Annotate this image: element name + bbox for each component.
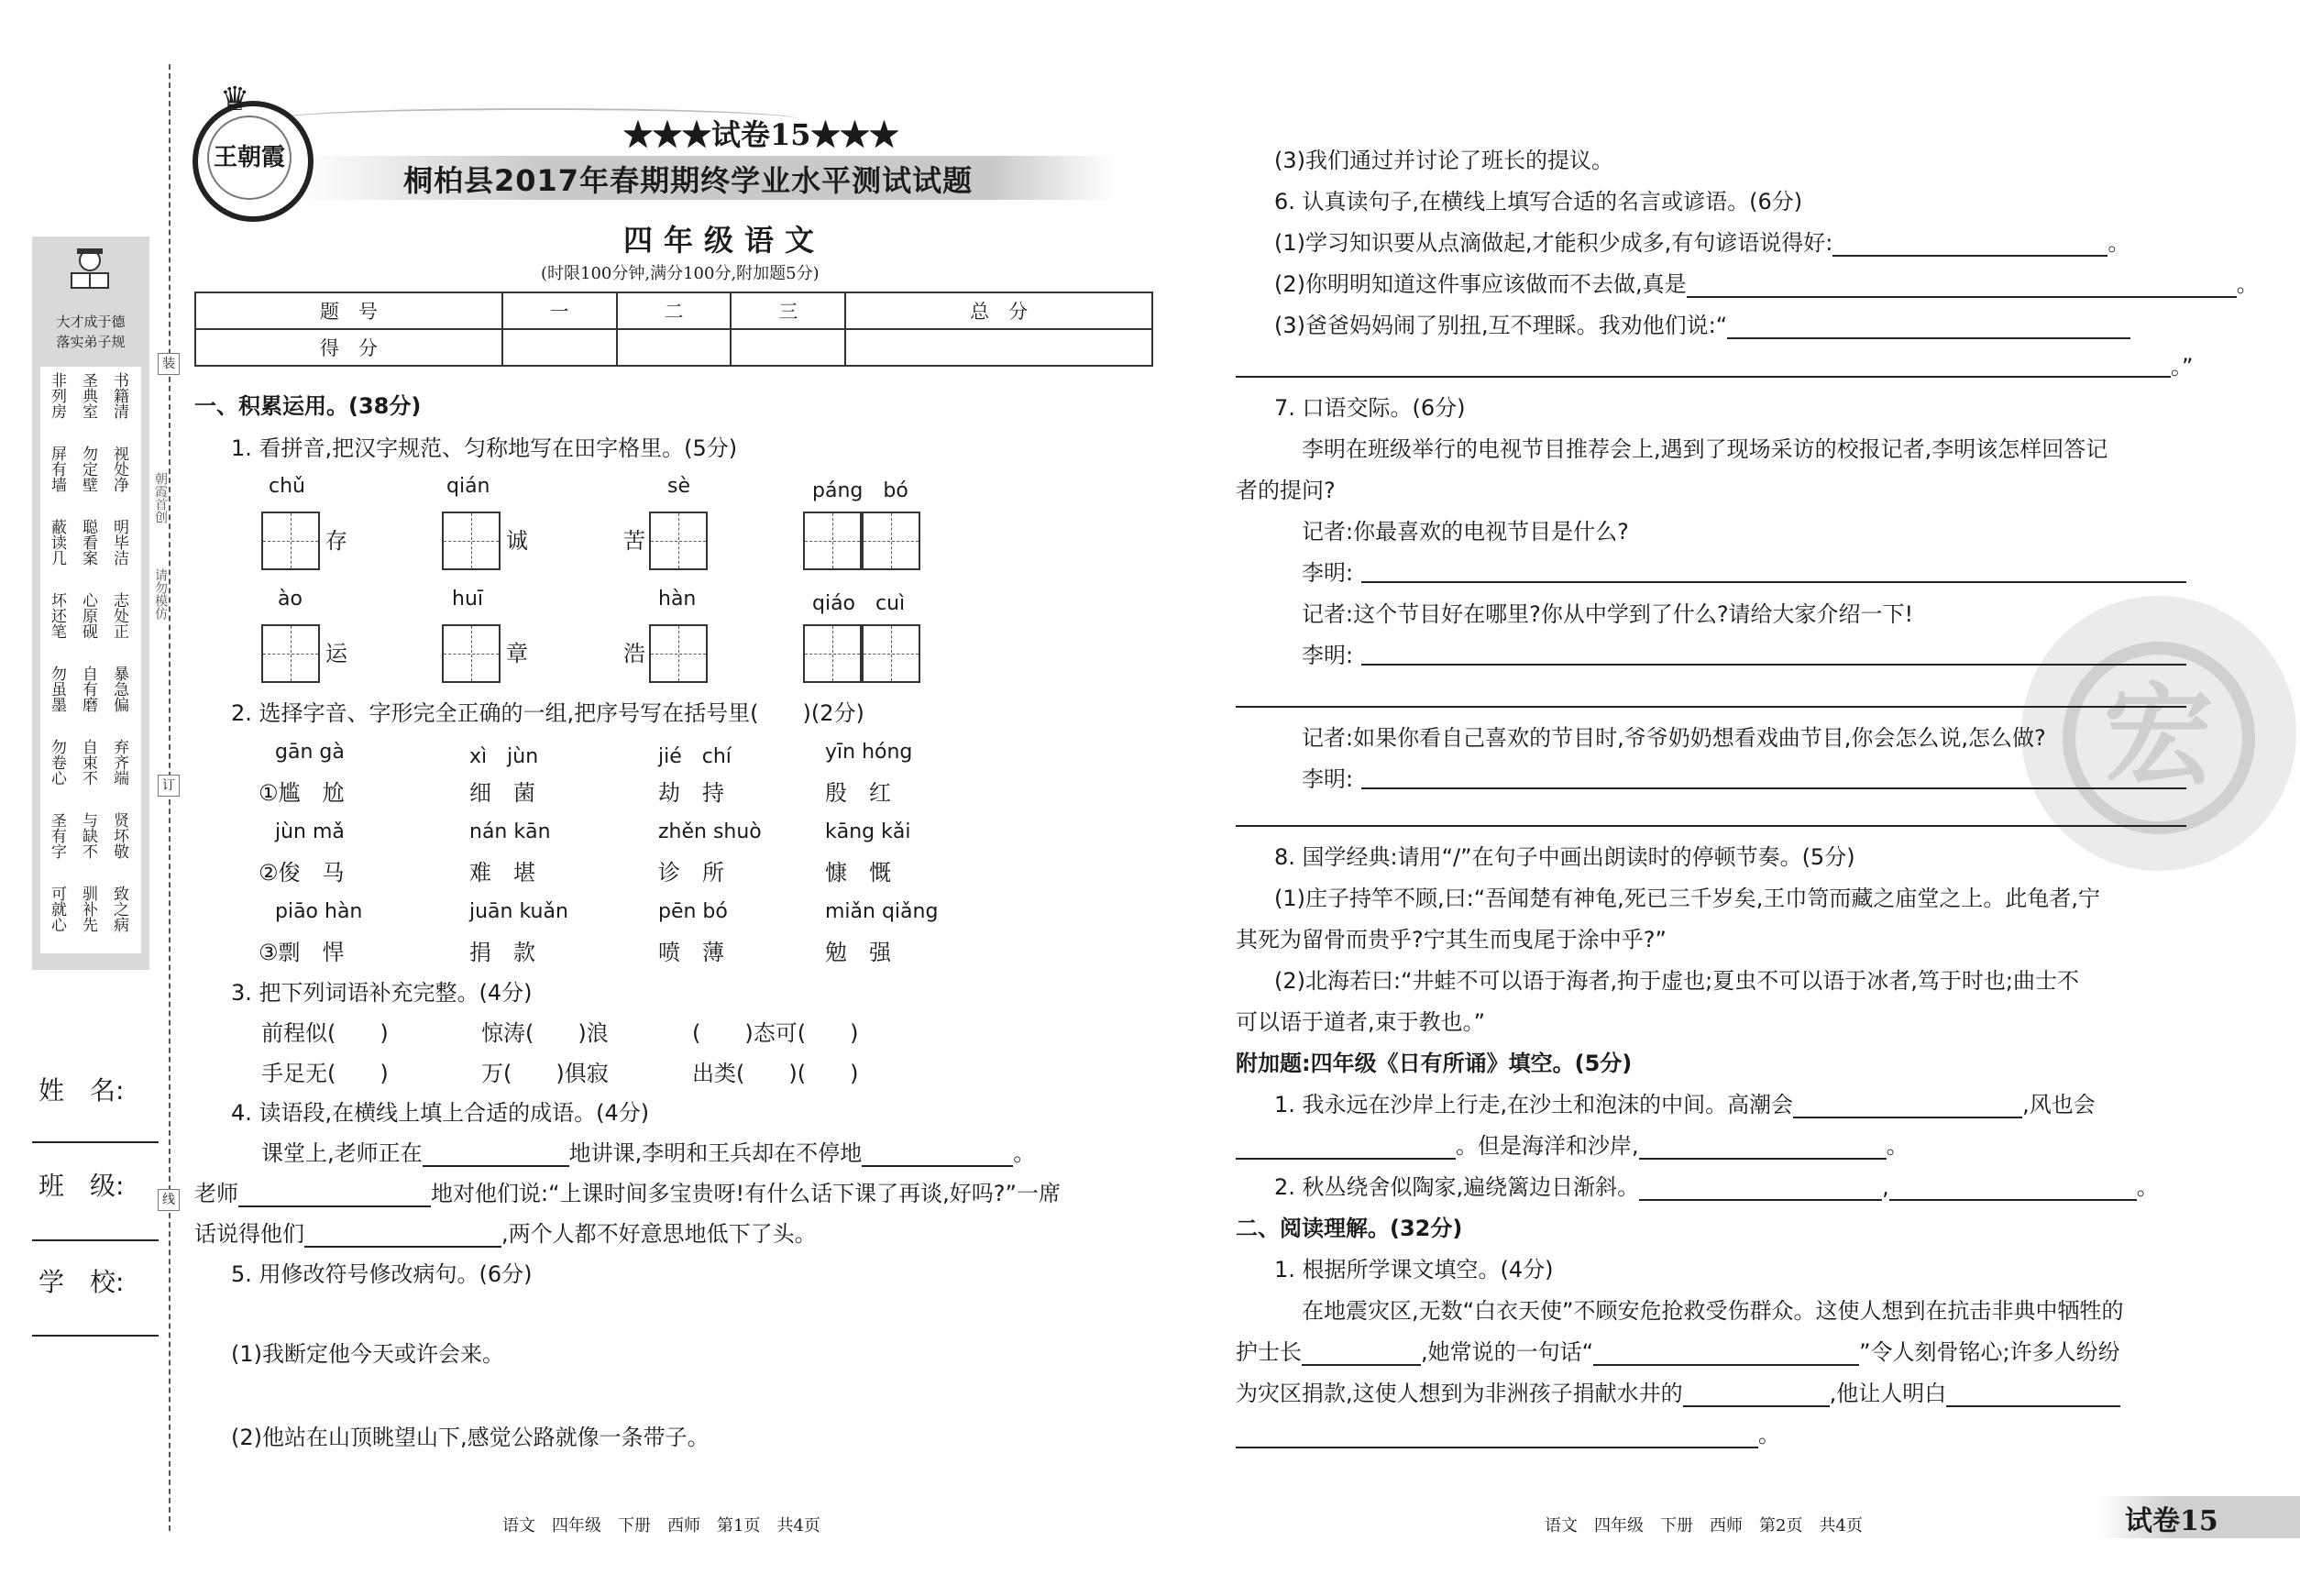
proverb-column: 弃齐端 — [110, 739, 128, 786]
question-8: 8. 国学经典:请用“/”在句子中画出朗读时的停顿节奏。(5分) — [1274, 844, 1855, 870]
watermark-glyph: 宏 — [2063, 642, 2255, 834]
option-pinyin: nán kān — [469, 820, 551, 843]
writing-grid[interactable] — [261, 624, 320, 683]
q7-intro: 者的提问? — [1236, 478, 1336, 503]
option-pinyin: jié chí — [658, 745, 732, 768]
q4-text: 。 — [1013, 1140, 1036, 1166]
answer-blank[interactable] — [1683, 1385, 1830, 1407]
option-pinyin: zhěn shuò — [658, 820, 762, 843]
option-pinyin: miǎn qiǎng — [825, 900, 939, 923]
bonus-title: 附加题:四年级《日有所诵》填空。(5分) — [1236, 1051, 1633, 1076]
bonus-line — [1274, 1091, 2096, 1118]
option-word: 细 菌 — [469, 780, 535, 806]
proverb-column: 志处正 — [110, 592, 128, 639]
q4-text: ,两个人都不好意思地低下了头。 — [501, 1221, 817, 1247]
answer-blank[interactable] — [1236, 1426, 1758, 1448]
class-label: 班 级: — [39, 1171, 125, 1201]
proverb-column: 勿定壁 — [79, 446, 97, 492]
q4-text: 课堂上,老师正在 — [261, 1140, 423, 1166]
answer-line[interactable] — [1236, 825, 2186, 827]
page-footer: 语文 四年级 下册 西师 第2页 共4页 — [1545, 1516, 1863, 1535]
reading-question-1: 1. 根据所学课文填空。(4分) — [1274, 1257, 1554, 1282]
q6-line — [1274, 229, 2129, 257]
proverb-column: 视处净 — [110, 446, 128, 492]
q4-text: 地讲课,李明和王兵却在不停地 — [568, 1140, 863, 1166]
name-field[interactable] — [32, 1141, 159, 1143]
reading-text: ,她常说的一句话“ — [1421, 1339, 1594, 1365]
score-cell[interactable] — [845, 329, 1152, 366]
given-char: 存 — [325, 528, 347, 554]
given-char: 章 — [506, 641, 528, 666]
name-label: 姓 名: — [39, 1075, 125, 1106]
punct: 。” — [2171, 354, 2194, 380]
table-header: 题 号 — [195, 292, 502, 329]
answer-line[interactable] — [1361, 664, 2186, 666]
pinyin: páng bó — [812, 479, 908, 502]
classic-passage[interactable]: (2)北海若曰:“井蛙不可以语于海者,拘于虚也;夏虫不可以语于冰者,笃于时也;曲士不 — [1274, 968, 2079, 994]
score-cell[interactable] — [502, 329, 617, 366]
class-field[interactable] — [32, 1239, 159, 1241]
brand-logo-text: 王朝霞 — [207, 116, 292, 200]
reading-line — [1236, 1421, 1780, 1448]
pinyin: qiáo cuì — [812, 592, 906, 615]
answer-blank[interactable] — [1639, 1138, 1887, 1160]
proverb-column: 暴急偏 — [110, 666, 128, 712]
reading-text: 为灾区捐款,这使人想到为非洲孩子捐献水井的 — [1236, 1381, 1683, 1406]
bonus-text: 1. 我永远在沙岸上行走,在沙土和泡沫的中间。高潮会 — [1274, 1092, 1794, 1117]
page-title: 桐柏县2017年春期期终学业水平测试试题 — [403, 163, 974, 198]
option-pinyin: pēn bó — [658, 900, 728, 923]
classic-passage[interactable]: (1)庄子持竿不顾,曰:“吾闻楚有神龟,死已三千岁矣,王巾笥而藏之庙堂之上。此龟者,宁 — [1274, 886, 2101, 911]
proverb-column: 自有磨 — [79, 666, 97, 712]
proverb-column: 聪看案 — [79, 519, 97, 566]
q6-text: (2)你明明知道这件事应该做而不去做,真是 — [1274, 271, 1687, 297]
writing-grid[interactable] — [803, 512, 862, 570]
punct: 。 — [1886, 1133, 1909, 1159]
bonus-text: ,风也会 — [2022, 1092, 2096, 1117]
proverb-column: 可就心 — [48, 886, 66, 932]
q5-sentence[interactable]: (3)我们通过并讨论了班长的提议。 — [1274, 148, 1613, 173]
idiom-blank[interactable]: 万( )俱寂 — [481, 1061, 609, 1086]
reading-text: ”令人刻骨铭心;许多人纷纷 — [1859, 1339, 2120, 1365]
answer-blank[interactable] — [1236, 1138, 1456, 1160]
question-3: 3. 把下列词语补充完整。(4分) — [231, 980, 533, 1006]
reporter-question: 记者:如果你看自己喜欢的节目时,爷爷奶奶想看戏曲节目,你会怎么说,怎么做? — [1302, 725, 2046, 751]
proverb-column: 勿虽墨 — [48, 666, 66, 712]
idiom-blank[interactable]: 惊涛( )浪 — [481, 1020, 609, 1046]
given-char: 诚 — [506, 528, 528, 554]
question-1: 1. 看拼音,把汉字规范、匀称地写在田字格里。(5分) — [231, 435, 738, 461]
bonus-text: 。但是海洋和沙岸, — [1456, 1133, 1639, 1159]
writing-grid[interactable] — [649, 624, 708, 683]
time-limit: (时限100分钟,满分100分,附加题5分) — [541, 264, 820, 283]
vertical-note: 请勿模仿 — [153, 568, 168, 620]
motto-line: 落实弟子规 — [56, 334, 126, 350]
reading-line — [1236, 1380, 2120, 1407]
proverb-column: 驯补先 — [79, 886, 97, 932]
idiom-blank[interactable]: 出类( )( ) — [692, 1061, 859, 1086]
given-char: 浩 — [623, 641, 645, 666]
score-cell[interactable] — [731, 329, 845, 366]
answer-blank[interactable] — [1302, 1344, 1421, 1366]
score-cell[interactable] — [617, 329, 732, 366]
q4-text: 老师 — [194, 1181, 238, 1206]
q6-line — [1274, 270, 2259, 298]
question-5: 5. 用修改符号修改病句。(6分) — [231, 1261, 533, 1287]
table-row — [195, 292, 1152, 329]
given-char: 运 — [325, 641, 347, 666]
subject-title: 四年级语文 — [623, 223, 826, 258]
proverb-column: 致之病 — [110, 886, 128, 932]
option-word: 喷 薄 — [658, 940, 724, 965]
punct: 。 — [1758, 1422, 1780, 1447]
question-2: 2. 选择字音、字形完全正确的一组,把序号写在括号里( )(2分) — [231, 700, 864, 726]
answer-blank[interactable] — [1727, 317, 2130, 339]
answer-blank[interactable] — [1593, 1344, 1859, 1366]
proverb-column: 勿卷心 — [48, 739, 66, 786]
punct: 。 — [2107, 230, 2130, 256]
answer-blank[interactable] — [1687, 276, 2237, 298]
option-word: 殷 红 — [825, 780, 891, 806]
q7-intro: 李明在班级举行的电视节目推荐会上,遇到了现场采访的校报记者,李明该怎样回答记 — [1302, 436, 2108, 462]
table-row — [195, 329, 1152, 366]
option-pinyin: kāng kǎi — [825, 820, 911, 843]
answer-blank[interactable] — [1889, 1179, 2137, 1201]
section-title: 二、阅读理解。(32分) — [1236, 1216, 1463, 1241]
paper-number: ★★★试卷15★★★ — [623, 117, 899, 152]
option-pinyin: yīn hóng — [825, 741, 913, 764]
punct: 。 — [2236, 271, 2259, 297]
fold-mark: 订 — [158, 775, 180, 797]
writing-grid[interactable] — [442, 512, 501, 570]
option-word: ①尴 尬 — [259, 780, 345, 806]
margin-proverb-columns — [40, 367, 141, 953]
q4-line-1 — [261, 1139, 1035, 1167]
punct: , — [1882, 1174, 1889, 1200]
option-pinyin: jùn mǎ — [275, 820, 345, 843]
q6-text: (3)爸爸妈妈闹了别扭,互不理睬。我劝他们说:“ — [1274, 313, 1728, 338]
q4-text: 地对他们说:“上课时间多宝贵呀!有什么话下课了再谈,好吗?”一席 — [431, 1181, 1061, 1206]
proverb-column: 与缺不 — [79, 812, 97, 859]
proverb-column: 蔽读几 — [48, 519, 66, 566]
proverb-column: 书籍清 — [110, 372, 128, 419]
proverb-column: 贤坏敬 — [110, 812, 128, 859]
fold-mark: 线 — [158, 1189, 180, 1211]
answer-blank[interactable] — [304, 1226, 501, 1248]
answer-blank[interactable] — [423, 1145, 569, 1167]
proverb-column: 明毕洁 — [110, 519, 128, 566]
given-char: 苦 — [623, 528, 645, 554]
proverb-column: 屏有墙 — [48, 446, 66, 492]
proverb-column: 圣典室 — [79, 372, 97, 419]
option-word: 难 堪 — [469, 860, 535, 886]
writing-grid[interactable] — [442, 624, 501, 683]
fold-line — [169, 64, 171, 1531]
writing-grid[interactable] — [649, 512, 708, 570]
writing-grid[interactable] — [261, 512, 320, 570]
idiom-blank[interactable]: 前程似( ) — [261, 1020, 389, 1046]
option-word: ③剽 悍 — [259, 940, 345, 965]
question-7: 7. 口语交际。(6分) — [1274, 395, 1466, 421]
proverb-column: 心原砚 — [79, 592, 97, 639]
answer-blank[interactable] — [1946, 1385, 2120, 1407]
reading-line — [1236, 1338, 2120, 1366]
section-title: 一、积累运用。(38分) — [194, 393, 422, 419]
answer-line[interactable] — [1236, 706, 2186, 708]
reading-text: 护士长 — [1236, 1339, 1302, 1365]
page-footer: 语文 四年级 下册 西师 第1页 共4页 — [502, 1516, 820, 1535]
q5-sentence[interactable]: (2)他站在山顶眺望山下,感觉公路就像一条带子。 — [231, 1425, 710, 1450]
table-header: 一 — [502, 292, 617, 329]
proverb-column: 自束不 — [79, 739, 97, 786]
reporter-question: 记者:你最喜欢的电视节目是什么? — [1302, 519, 1629, 545]
corner-paper-number: 试卷15 — [2125, 1505, 2218, 1537]
crown-icon: ♛ — [220, 81, 250, 118]
option-pinyin: gān gà — [275, 741, 345, 764]
classic-passage[interactable]: 其死为留骨而贵乎?宁其生而曳尾于涂中乎?” — [1236, 927, 1667, 952]
pinyin: qián — [446, 475, 490, 498]
question-6: 6. 认真读句子,在横线上填写合适的名言或谚语。(6分) — [1274, 189, 1803, 215]
table-header: 三 — [731, 292, 845, 329]
answer-line[interactable] — [1361, 787, 2186, 789]
option-word: 诊 所 — [658, 860, 724, 886]
margin-motto — [39, 312, 143, 352]
proverb-column: 坏还笔 — [48, 592, 66, 639]
liming-label: 李明: — [1302, 560, 1354, 586]
q4-line-3 — [194, 1220, 817, 1248]
liming-label: 李明: — [1302, 766, 1354, 792]
school-label: 学 校: — [39, 1267, 125, 1297]
option-word: ②俊 马 — [259, 860, 345, 886]
proverb-column: 非列房 — [48, 372, 66, 419]
proverb-column: 圣有字 — [48, 812, 66, 859]
writing-grid[interactable] — [803, 624, 862, 683]
answer-blank[interactable] — [1639, 1179, 1882, 1201]
fold-mark: 装 — [158, 353, 180, 375]
pinyin: ào — [278, 588, 303, 611]
idiom-blank[interactable]: 手足无( ) — [261, 1061, 389, 1086]
option-pinyin: juān kuǎn — [469, 900, 568, 923]
classic-passage[interactable]: 可以语于道者,束于教也。” — [1236, 1009, 1486, 1035]
option-word: 勉 强 — [825, 940, 891, 965]
option-word: 捐 款 — [469, 940, 535, 965]
option-word: 慷 慨 — [825, 860, 891, 886]
q6-line — [1274, 312, 2130, 339]
writing-grid[interactable] — [862, 624, 920, 683]
bonus-line — [1274, 1173, 2159, 1201]
table-header: 二 — [617, 292, 732, 329]
pinyin: sè — [667, 475, 690, 498]
pinyin: hàn — [658, 588, 697, 611]
pinyin: huī — [452, 588, 483, 611]
answer-blank[interactable] — [1832, 235, 2107, 257]
motto-line: 大才成于德 — [56, 314, 126, 330]
table-header: 总 分 — [845, 292, 1152, 329]
answer-blank[interactable] — [1793, 1096, 2022, 1118]
reading-text: 在地震灾区,无数“白衣天使”不顾安危抢救受伤群众。这使人想到在抗击非典中牺牲的 — [1302, 1298, 2124, 1324]
question-4: 4. 读语段,在横线上填上合适的成语。(4分) — [231, 1100, 650, 1126]
answer-blank[interactable] — [862, 1145, 1013, 1167]
q4-text: 话说得他们 — [194, 1221, 304, 1247]
bonus-line — [1236, 1132, 1909, 1160]
answer-blank[interactable] — [238, 1185, 431, 1207]
q4-line-2 — [194, 1180, 1061, 1207]
table-row-label: 得 分 — [195, 329, 502, 366]
bonus-text: 2. 秋丛绕舍似陶家,遍绕篱边日渐斜。 — [1274, 1174, 1640, 1200]
score-table — [194, 292, 1153, 367]
idiom-blank[interactable]: ( )态可( ) — [692, 1020, 859, 1046]
liming-label: 李明: — [1302, 643, 1354, 668]
writing-grid[interactable] — [862, 512, 920, 570]
reading-text: ,他让人明白 — [1829, 1381, 1947, 1406]
vertical-note: 朝霞首创 — [153, 472, 168, 523]
pinyin: chǔ — [269, 475, 305, 498]
scholar-illustration-icon — [64, 246, 116, 292]
punct: 。 — [2136, 1174, 2159, 1200]
answer-line[interactable] — [1361, 581, 2186, 583]
option-pinyin: piāo hàn — [275, 900, 363, 923]
q5-sentence[interactable]: (1)我断定他今天或许会来。 — [231, 1341, 504, 1367]
school-field[interactable] — [32, 1335, 159, 1337]
q6-text: (1)学习知识要从点滴做起,才能积少成多,有句谚语说得好: — [1274, 230, 1833, 256]
reporter-question: 记者:这个节目好在哪里?你从中学到了什么?请给大家介绍一下! — [1302, 601, 1914, 627]
answer-line[interactable] — [1236, 376, 2171, 378]
option-pinyin: xì jùn — [469, 745, 539, 768]
option-word: 劫 持 — [658, 780, 724, 806]
